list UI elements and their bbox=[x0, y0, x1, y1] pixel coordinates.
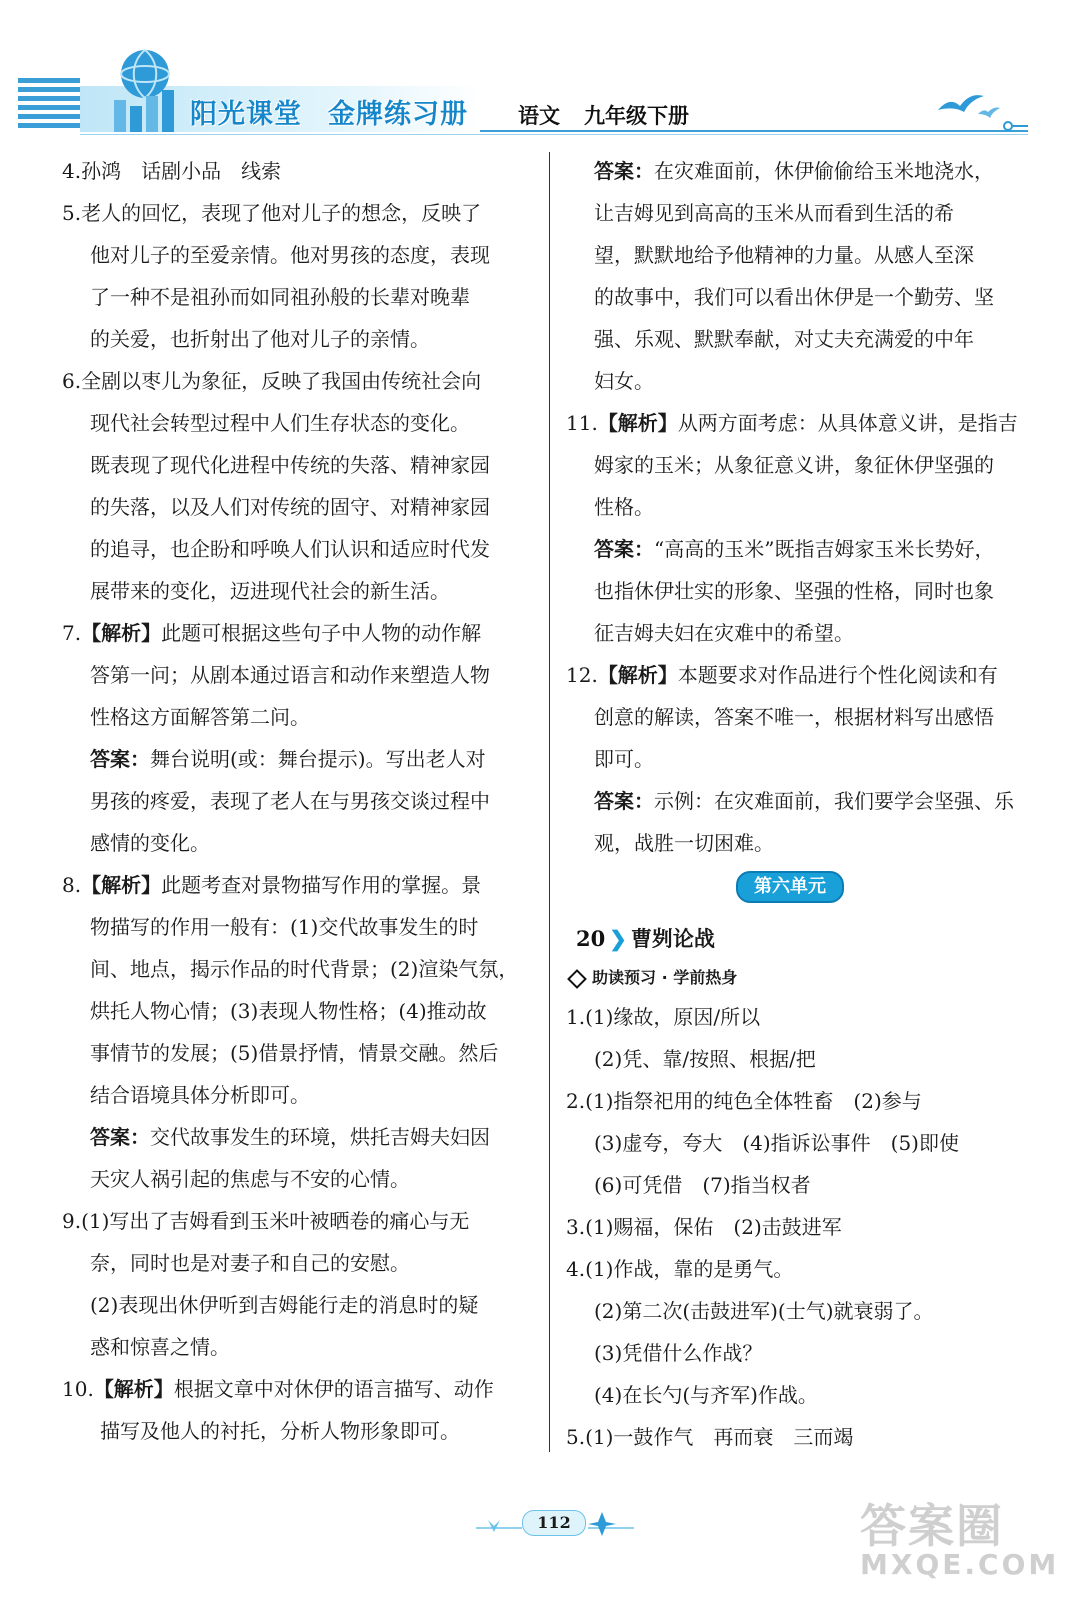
answer-line: 答案：交代故事发生的环境，烘托吉姆夫妇因 bbox=[90, 1125, 490, 1149]
bold-label: 【解析】 bbox=[597, 411, 678, 435]
lesson-name: 曹刿论战 bbox=[630, 926, 715, 951]
watermark-main: 答案圈 bbox=[860, 1499, 1004, 1553]
birds-decoration-icon bbox=[930, 80, 1030, 140]
text-line: 5.老人的回忆，表现了他对儿子的想念，反映了 bbox=[62, 201, 482, 225]
text-line: 观，战胜一切困难。 bbox=[594, 831, 774, 855]
text-line: 也指休伊壮实的形象、坚强的性格，同时也象 bbox=[594, 579, 994, 603]
text-line: (2)表现出休伊听到吉姆能行走的消息时的疑 bbox=[90, 1293, 479, 1317]
text-line: 望，默默地给予他精神的力量。从感人至深 bbox=[594, 243, 974, 267]
left-column bbox=[62, 150, 538, 1452]
text-line: 感情的变化。 bbox=[90, 831, 210, 855]
section-label bbox=[566, 960, 1032, 996]
bold-label: 答案： bbox=[90, 747, 150, 771]
text-line: 的失落，以及人们对传统的固守、对精神家园 bbox=[90, 495, 490, 519]
text-line: 4.孙鸿 话剧小品 线索 bbox=[62, 159, 282, 183]
text-line: 征吉姆夫妇在灾难中的希望。 bbox=[594, 621, 854, 645]
text-line: 性格这方面解答第二问。 bbox=[90, 705, 310, 729]
header-rule-thin bbox=[80, 134, 1028, 135]
brand-part1: 阳光课堂 bbox=[190, 99, 302, 130]
text-line: 创意的解读，答案不唯一，根据材料写出感悟 bbox=[594, 705, 994, 729]
text-line: 天灾人祸引起的焦虑与不安的心情。 bbox=[90, 1167, 410, 1191]
text-line: 5.(1)一鼓作气 再而衰 三而竭 bbox=[566, 1425, 854, 1449]
answer-line: 答案：示例：在灾难面前，我们要学会坚强、乐 bbox=[594, 789, 1014, 813]
text-line: (2)凭、靠/按照、根据/把 bbox=[594, 1047, 816, 1071]
text-line: 的追寻，也企盼和呼唤人们认识和适应时代发 bbox=[90, 537, 490, 561]
text-line: 惑和惊喜之情。 bbox=[90, 1335, 230, 1359]
watermark bbox=[860, 1490, 1060, 1590]
bold-label: 【解析】 bbox=[81, 621, 162, 645]
section-label-text: 助读预习 · 学前热身 bbox=[592, 968, 738, 987]
text-line: 描写及他人的衬托，分析人物形象即可。 bbox=[100, 1419, 460, 1443]
text-line: 性格。 bbox=[594, 495, 654, 519]
text-line: 让吉姆见到高高的玉米从而看到生活的希 bbox=[594, 201, 954, 225]
grade-name: 九年级下册 bbox=[584, 104, 689, 128]
lesson-title bbox=[566, 918, 1032, 960]
answer-line: 答案：在灾难面前，休伊偷偷给玉米地浇水， bbox=[594, 159, 994, 183]
text-line: 9.(1)写出了吉姆看到玉米叶被晒卷的痛心与无 bbox=[62, 1209, 470, 1233]
lesson-number: 20 bbox=[576, 926, 606, 951]
page-footer bbox=[470, 1502, 640, 1542]
chevron-right-icon: ❯ bbox=[609, 926, 627, 951]
column-divider bbox=[549, 152, 550, 1452]
text-line: 既表现了现代化进程中传统的失落、精神家园 bbox=[90, 453, 490, 477]
bold-label: 答案： bbox=[594, 789, 654, 813]
text-line: 2.(1)指祭祀用的纯色全体牲畜 (2)参与 bbox=[566, 1089, 922, 1113]
diamond-icon bbox=[567, 969, 587, 989]
text-line: (3)虚夸，夸大 (4)指诉讼事件 (5)即使 bbox=[594, 1131, 959, 1155]
text-line: 的关爱，也折射出了他对儿子的亲情。 bbox=[90, 327, 430, 351]
unit-badge: 第六单元 bbox=[736, 871, 844, 903]
text-line: 6.全剧以枣儿为象征，反映了我国由传统社会向 bbox=[62, 369, 482, 393]
text-line: 结合语境具体分析即可。 bbox=[90, 1083, 310, 1107]
text-line: 现代社会转型过程中人们生存状态的变化。 bbox=[90, 411, 470, 435]
brand-title bbox=[190, 92, 468, 131]
text-line: 事情节的发展；(5)借景抒情，情景交融。然后 bbox=[90, 1041, 499, 1065]
text-line: 间、地点，揭示作品的时代背景；(2)渲染气氛， bbox=[90, 957, 519, 981]
text-line: 妇女。 bbox=[594, 369, 654, 393]
page-number: 112 bbox=[522, 1510, 586, 1536]
text-line: 展带来的变化，迈进现代社会的新生活。 bbox=[90, 579, 450, 603]
text-line: 男孩的疼爱，表现了老人在与男孩交谈过程中 bbox=[90, 789, 490, 813]
bold-label: 【解析】 bbox=[597, 663, 678, 687]
text-line: 他对儿子的至爱亲情。他对男孩的态度，表现 bbox=[90, 243, 490, 267]
text-line: (2)第二次(击鼓进军)(士气)就衰弱了。 bbox=[594, 1299, 934, 1323]
text-line: 11.【解析】从两方面考虑：从具体意义讲，是指吉 bbox=[566, 411, 1018, 435]
bold-label: 答案： bbox=[594, 537, 654, 561]
header-stripe-decoration bbox=[18, 78, 80, 136]
answer-line: 答案：舞台说明(或：舞台提示)。写出老人对 bbox=[90, 747, 486, 771]
bold-label: 答案： bbox=[594, 159, 654, 183]
text-line: 姆家的玉米；从象征意义讲，象征休伊坚强的 bbox=[594, 453, 994, 477]
text-line: 3.(1)赐福，保佑 (2)击鼓进军 bbox=[566, 1215, 842, 1239]
subject-name: 语文 bbox=[518, 104, 560, 128]
page-header bbox=[0, 0, 1074, 150]
text-line: 12.【解析】本题要求对作品进行个性化阅读和有 bbox=[566, 663, 998, 687]
text-line: 烘托人物心情；(3)表现人物性格；(4)推动故 bbox=[90, 999, 487, 1023]
unit-badge-row bbox=[566, 864, 1032, 918]
watermark-sub: MXQE.COM bbox=[860, 1548, 1060, 1581]
text-line: (4)在长勺(与齐军)作战。 bbox=[594, 1383, 818, 1407]
answer-line: 答案：“高高的玉米”既指吉姆家玉米长势好， bbox=[594, 537, 995, 561]
text-line: 了一种不是祖孙而如同祖孙般的长辈对晚辈 bbox=[90, 285, 470, 309]
text-line: (3)凭借什么作战？ bbox=[594, 1341, 763, 1365]
text-line: 7.【解析】此题可根据这些句子中人物的动作解 bbox=[62, 621, 482, 645]
bold-label: 【解析】 bbox=[93, 1377, 174, 1401]
text-line: 8.【解析】此题考查对景物描写作用的掌握。景 bbox=[62, 873, 482, 897]
book-subject bbox=[518, 100, 689, 130]
text-line: 4.(1)作战，靠的是勇气。 bbox=[566, 1257, 794, 1281]
text-line: 奈，同时也是对妻子和自己的安慰。 bbox=[90, 1251, 410, 1275]
text-line: 的故事中，我们可以看出休伊是一个勤劳、坚 bbox=[594, 285, 994, 309]
text-line: 强、乐观、默默奉献，对丈夫充满爱的中年 bbox=[594, 327, 974, 351]
text-line: 答第一问；从剧本通过语言和动作来塑造人物 bbox=[90, 663, 490, 687]
text-line: 物描写的作用一般有：(1)交代故事发生的时 bbox=[90, 915, 479, 939]
text-line: 即可。 bbox=[594, 747, 654, 771]
text-line: 1.(1)缘故，原因/所以 bbox=[566, 1005, 761, 1029]
bold-label: 【解析】 bbox=[81, 873, 162, 897]
right-column bbox=[566, 150, 1032, 1458]
text-line: (6)可凭借 (7)指当权者 bbox=[594, 1173, 811, 1197]
bold-label: 答案： bbox=[90, 1125, 150, 1149]
brand-part2: 金牌练习册 bbox=[328, 99, 468, 130]
text-line: 10.【解析】根据文章中对休伊的语言描写、动作 bbox=[62, 1377, 494, 1401]
globe-logo-icon bbox=[100, 40, 190, 135]
